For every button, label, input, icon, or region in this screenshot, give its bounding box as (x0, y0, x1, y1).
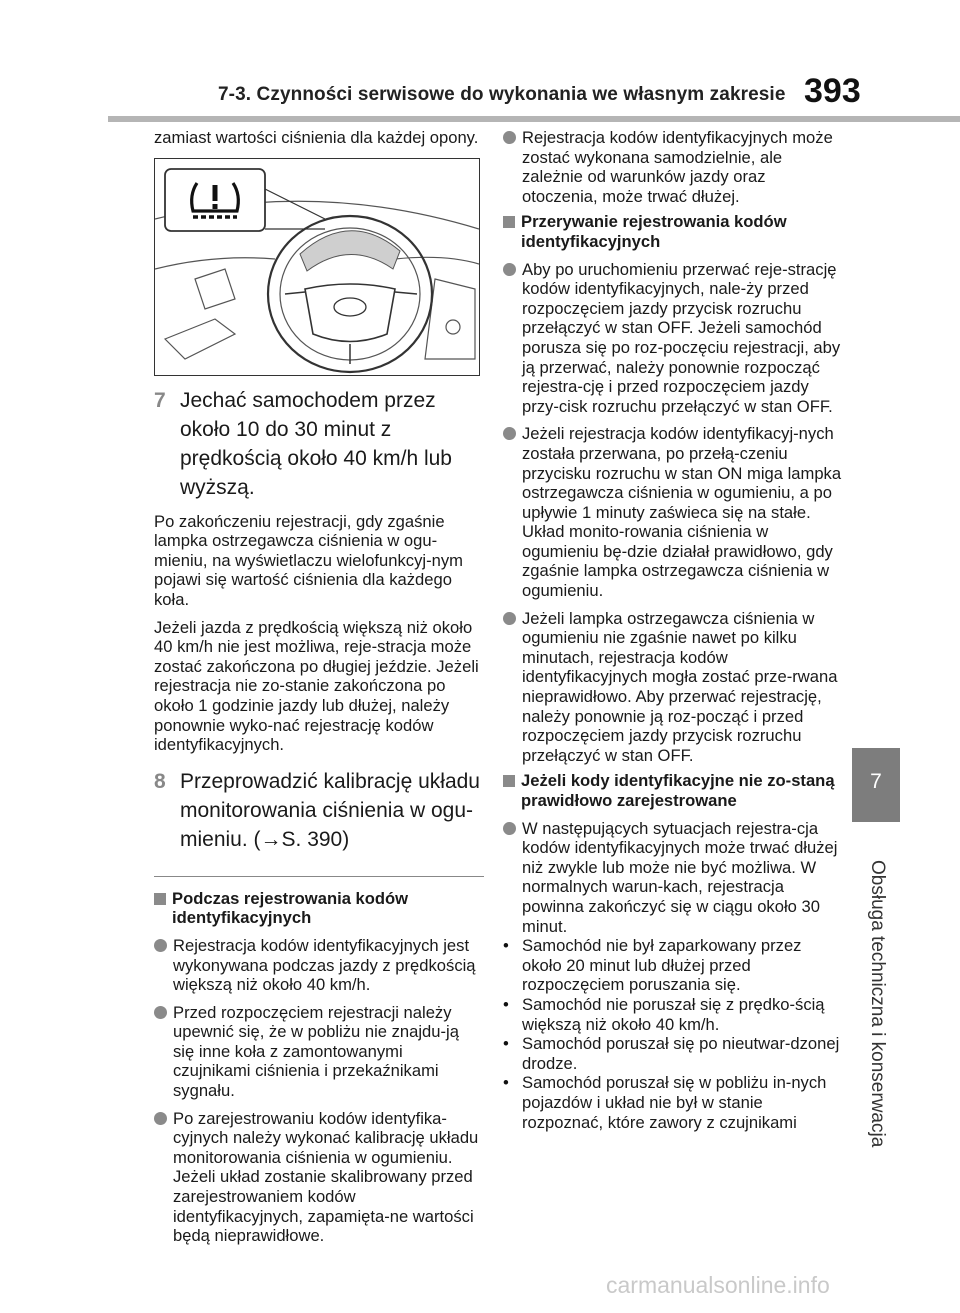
right-column (503, 128, 843, 1132)
step-7-note-2: Jeżeli jazda z prędkością większą niż około 40 km/h nie jest możliwa, reje-stracja może zostać zakończona po długiej jeździe. Jeżeli rejestracja nie zo-stanie zakończona po około 1 godzinie jazdy lub dłużej, należy ponownie wyko-nać rejestrację kodów identyfikacyjnych. (154, 617, 479, 755)
list-item (503, 819, 843, 937)
section-heading-text: Przerywanie rejestrowania kodów identyfikacyjnych (521, 212, 787, 251)
sub-list-item-text: Samochód poruszał się w pobliżu in-nych pojazdów i układ nie był w stanie rozpoznać, które zawory z czujnikami (522, 1073, 827, 1132)
sub-bullet-mark: • (503, 994, 509, 1014)
sub-list-item-text: Samochód nie poruszał się z prędko-ścią większą niż około 40 km/h. (522, 994, 825, 1034)
section-heading-failed-registration (503, 771, 843, 810)
sub-list-item (503, 936, 843, 995)
sub-list-item (503, 1073, 843, 1132)
list-item-text: Po zarejestrowaniu kodów identyfika-cyjnych należy wykonać kalibrację układu monitorowania ciśnienia w ogumieniu. Jeżeli układ zostanie skalibrowany przed zarejestrowaniem kodów identyfikacyjnych, zapamięta-ne wartości będą nieprawidłowe. (173, 1108, 479, 1246)
watermark: carmanualsonline.info (606, 1272, 830, 1298)
chapter-title-vertical (858, 860, 894, 1200)
step-7-number: 7 (154, 388, 166, 412)
list-item (503, 260, 843, 417)
step-8 (154, 767, 484, 854)
list-item-text: Przed rozpoczęciem rejestracji należy upewnić się, że w pobliżu nie znajdu-ją się inne koła z zamontowanymi czujnikami ciśnienia i przekaźnikami sygnału. (173, 1002, 459, 1101)
list-item-text: Rejestracja kodów identyfikacyjnych może zostać wykonana samodzielnie, ale zależnie od warunków jazdy oraz otoczenia, może trwać dłużej. (522, 128, 833, 206)
step-8-number: 8 (154, 769, 166, 793)
sub-list-item-text: Samochód nie był zaparkowany przez około 20 minut lub dłużej przed rozpoczęciem poruszania się. (522, 936, 802, 995)
sub-bullet-mark: • (503, 936, 509, 956)
circle-bullet-icon (503, 131, 516, 144)
list-item (503, 128, 843, 206)
square-bullet-icon (154, 893, 166, 905)
dashboard-illustration (154, 158, 480, 376)
sub-list-item (503, 1034, 843, 1073)
list-item (503, 609, 843, 766)
chapter-tab[interactable]: 7 (852, 748, 900, 822)
sub-list-item-text: Samochód poruszał się po nieutwar-dzonej drodze. (522, 1034, 840, 1073)
section-heading-text: Podczas rejestrowania kodów identyfikacyjnych (172, 888, 409, 928)
sub-bullet-mark: • (503, 1073, 509, 1093)
section-heading-registration (154, 889, 484, 928)
list-item (154, 1109, 484, 1246)
square-bullet-icon (503, 216, 515, 228)
step-7-note-1: Po zakończeniu rejestracji, gdy zgaśnie lampka ostrzegawcza ciśnienia w ogu-mieniu, na wyświetlaczu wielofunkcyj-nym pojawi się wartość ciśnienia dla każdego koła. (154, 511, 463, 609)
list-item-text: W następujących sytuacjach rejestra-cja kodów identyfikacyjnych może trwać dłużej niż zwykle lub może nie być możliwa. W normalnych warun-kach, rejestracja powinna zakończyć się w ciągu około 30 minut. (522, 818, 838, 936)
header-divider (108, 116, 960, 122)
circle-bullet-icon (503, 263, 516, 276)
circle-bullet-icon (154, 1006, 167, 1019)
list-item (503, 424, 843, 600)
section-divider (154, 876, 484, 877)
section-title: 7-3. Czynności serwisowe do wykonania we własnym zakresie (218, 84, 786, 105)
square-bullet-icon (503, 775, 515, 787)
list-item-text: Jeżeli rejestracja kodów identyfikacyj-nych została przerwana, po przełą-czeniu przycisku rozruchu w stan ON miga lampka ostrzegawcza ciśnienia w ogumieniu, a po upływie 1 minuty zaświeca się na stałe. Układ monito-rowania ciśnienia w ogumieniu bę-dzie działał prawidłowo, gdy zgaśnie lampka ostrzegawcza ciśnienia w ogumieniu. (522, 424, 842, 601)
section-heading-interrupt (503, 212, 843, 251)
step-7-text: Jechać samochodem przez około 10 do 30 minut z prędkością około 40 km/h lub wyższą. (180, 388, 452, 499)
circle-bullet-icon (154, 939, 167, 952)
step-8-text: Przeprowadzić kalibrację układu monitorowania ciśnienia w ogu-mieniu. (→S. 390) (180, 769, 480, 851)
circle-bullet-icon (154, 1112, 167, 1125)
intro-text: zamiast wartości ciśnienia dla każdej opony. (154, 128, 479, 147)
list-item (154, 936, 484, 995)
left-column (154, 128, 484, 1246)
circle-bullet-icon (503, 427, 516, 440)
section-heading-text: Jeżeli kody identyfikacyjne nie zo-staną prawidłowo zarejestrowane (521, 771, 835, 810)
sub-bullet-mark: • (503, 1034, 509, 1054)
dashboard-drawing (155, 159, 479, 375)
list-item-text: Jeżeli lampka ostrzegawcza ciśnienia w ogumieniu nie zgaśnie nawet po kilku minutach, rejestracja kodów identyfikacyjnych mogła zostać prze-rwana nieprawidłowo. Aby przerwać rejestrację, należy ponownie ją roz-począć i przed rozpoczęciem jazdy przycisk rozruchu przełączyć w stan OFF. (522, 608, 838, 765)
step-7 (154, 386, 484, 502)
page-number: 393 (804, 72, 861, 110)
list-item-text: Aby po uruchomieniu przerwać reje-strację kodów identyfikacyjnych, nale-ży przed rozpoczęciem jazdy przycisk rozruchu przełączyć w stan OFF. Jeżeli samochód porusza się po roz-poczęciu rejestracji, aby ją przerwać, należy ponownie rozpocząć rejestra-cję i przed rozpoczęciem jazdy przy-cisk rozruchu przełączyć w stan OFF. (522, 259, 841, 416)
list-item-text: Rejestracja kodów identyfikacyjnych jest wykonywana podczas jazdy z prędkością większą niż około 40 km/h. (173, 935, 476, 995)
circle-bullet-icon (503, 612, 516, 625)
circle-bullet-icon (503, 822, 516, 835)
list-item (154, 1003, 484, 1101)
sub-list-item (503, 995, 843, 1034)
chapter-title: Obsługa techniczna i konserwacja (867, 860, 888, 1148)
